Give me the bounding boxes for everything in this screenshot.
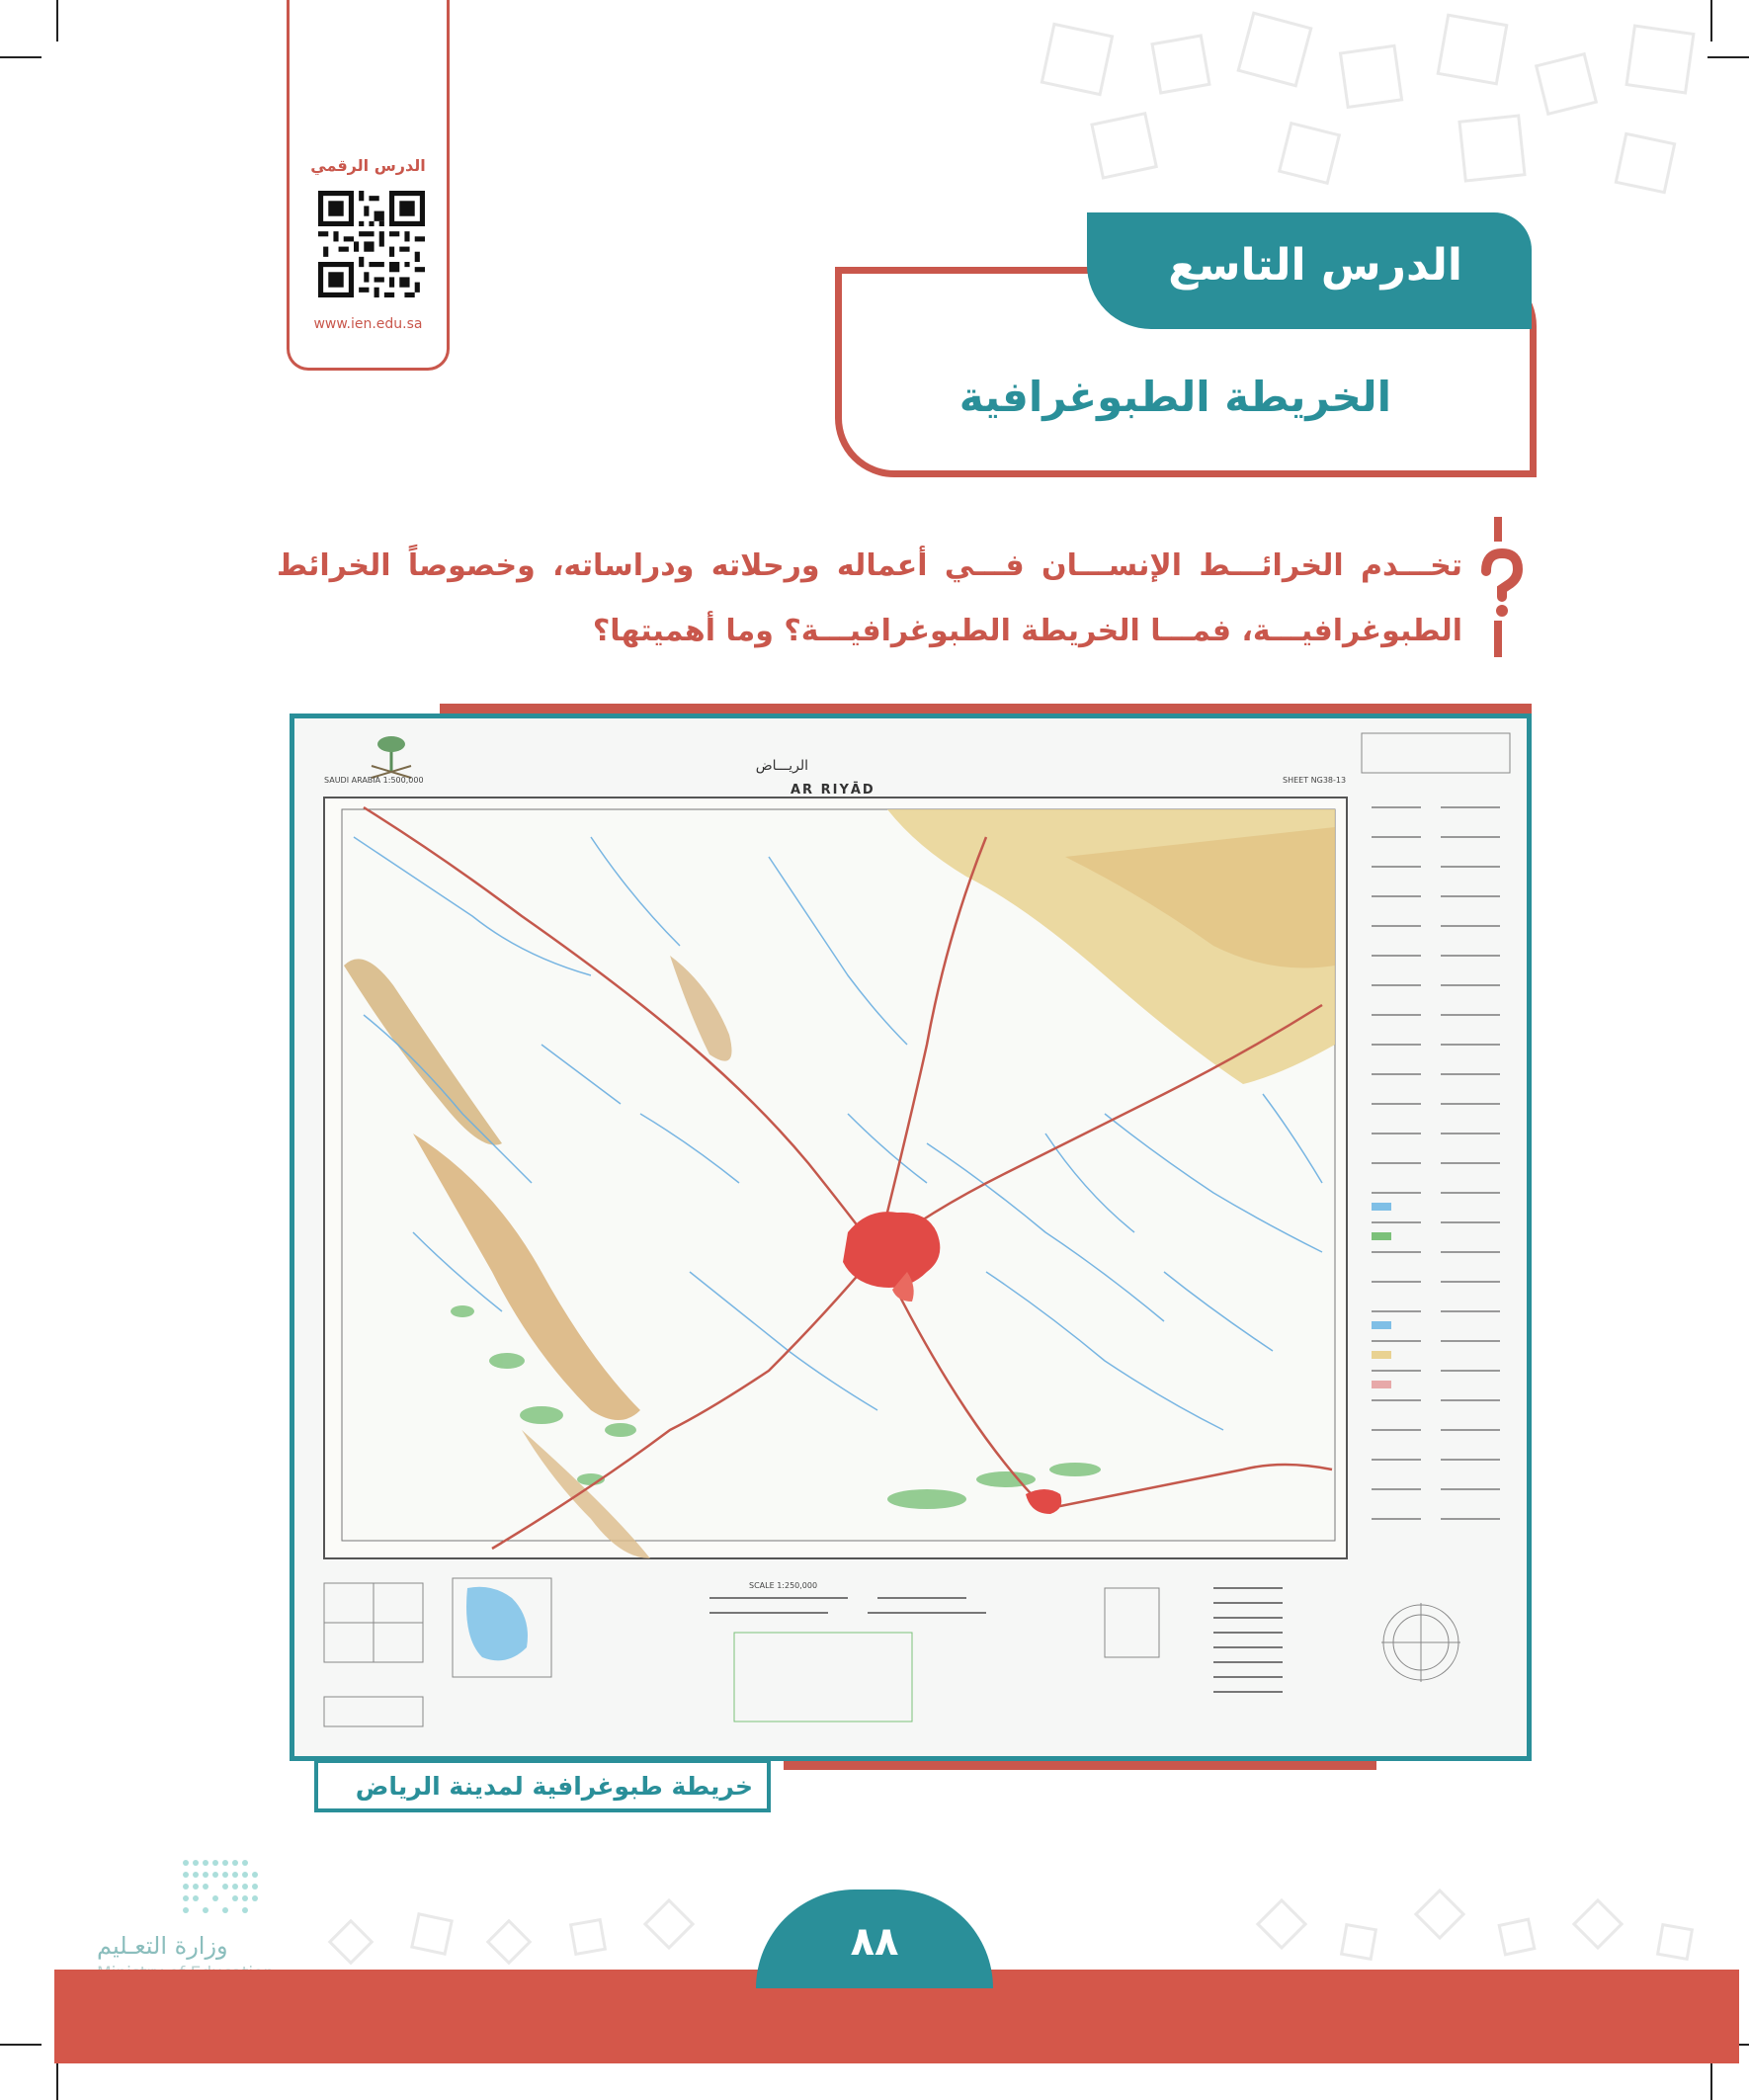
digital-lesson-tab[interactable] — [287, 0, 450, 371]
background-pattern — [326, 1878, 1749, 1976]
background-pattern — [988, 0, 1749, 227]
page-number: ٨٨ — [850, 1919, 899, 1965]
map-left-header: SAUDI ARABIA 1:500,000 — [324, 776, 424, 785]
crop-mark — [56, 2058, 58, 2100]
ministry-dots-icon — [87, 1853, 265, 1922]
figure-caption-box — [314, 1759, 771, 1812]
figure-accent-bar — [440, 704, 1532, 714]
map-title-en: AR RIYĀD — [791, 783, 875, 798]
qr-code-icon[interactable] — [318, 191, 425, 297]
map-title-ar: الريـــاض — [755, 758, 808, 774]
digital-lesson-label: الدرس الرقمي — [310, 156, 426, 175]
crop-mark — [0, 2044, 42, 2046]
website-url[interactable]: www.ien.edu.sa — [313, 316, 423, 332]
crop-mark — [1710, 2058, 1712, 2100]
lesson-number-badge — [1087, 212, 1532, 329]
ministry-name-ar: وزارة التعـليم — [97, 1932, 228, 1960]
lesson-title: الخريطة الطبوغرافية — [958, 373, 1391, 421]
figure-accent-bar — [784, 1761, 1376, 1770]
crop-mark — [0, 56, 42, 58]
intro-question: تخـــدم الخرائـــط الإنســـان فـــي أعماله ورحلاته ودراساته، وخصوصاً الخرائط الطبوغرافيـــة، فمـــا الخريطة الطبوغرافيـــة؟ وما أهميتها؟ — [277, 548, 1462, 648]
topographic-map-figure — [290, 714, 1532, 1761]
crop-mark — [56, 0, 58, 42]
lesson-number-label: الدرس التاسع — [1168, 240, 1462, 291]
topographic-map — [294, 718, 1527, 1756]
figure-caption: خريطة طبوغرافية لمدينة الرياض — [355, 1772, 753, 1801]
question-icon — [1472, 542, 1530, 621]
map-right-header: SHEET NG38-13 — [1283, 776, 1347, 785]
map-scale: SCALE 1:250,000 — [749, 1581, 818, 1590]
